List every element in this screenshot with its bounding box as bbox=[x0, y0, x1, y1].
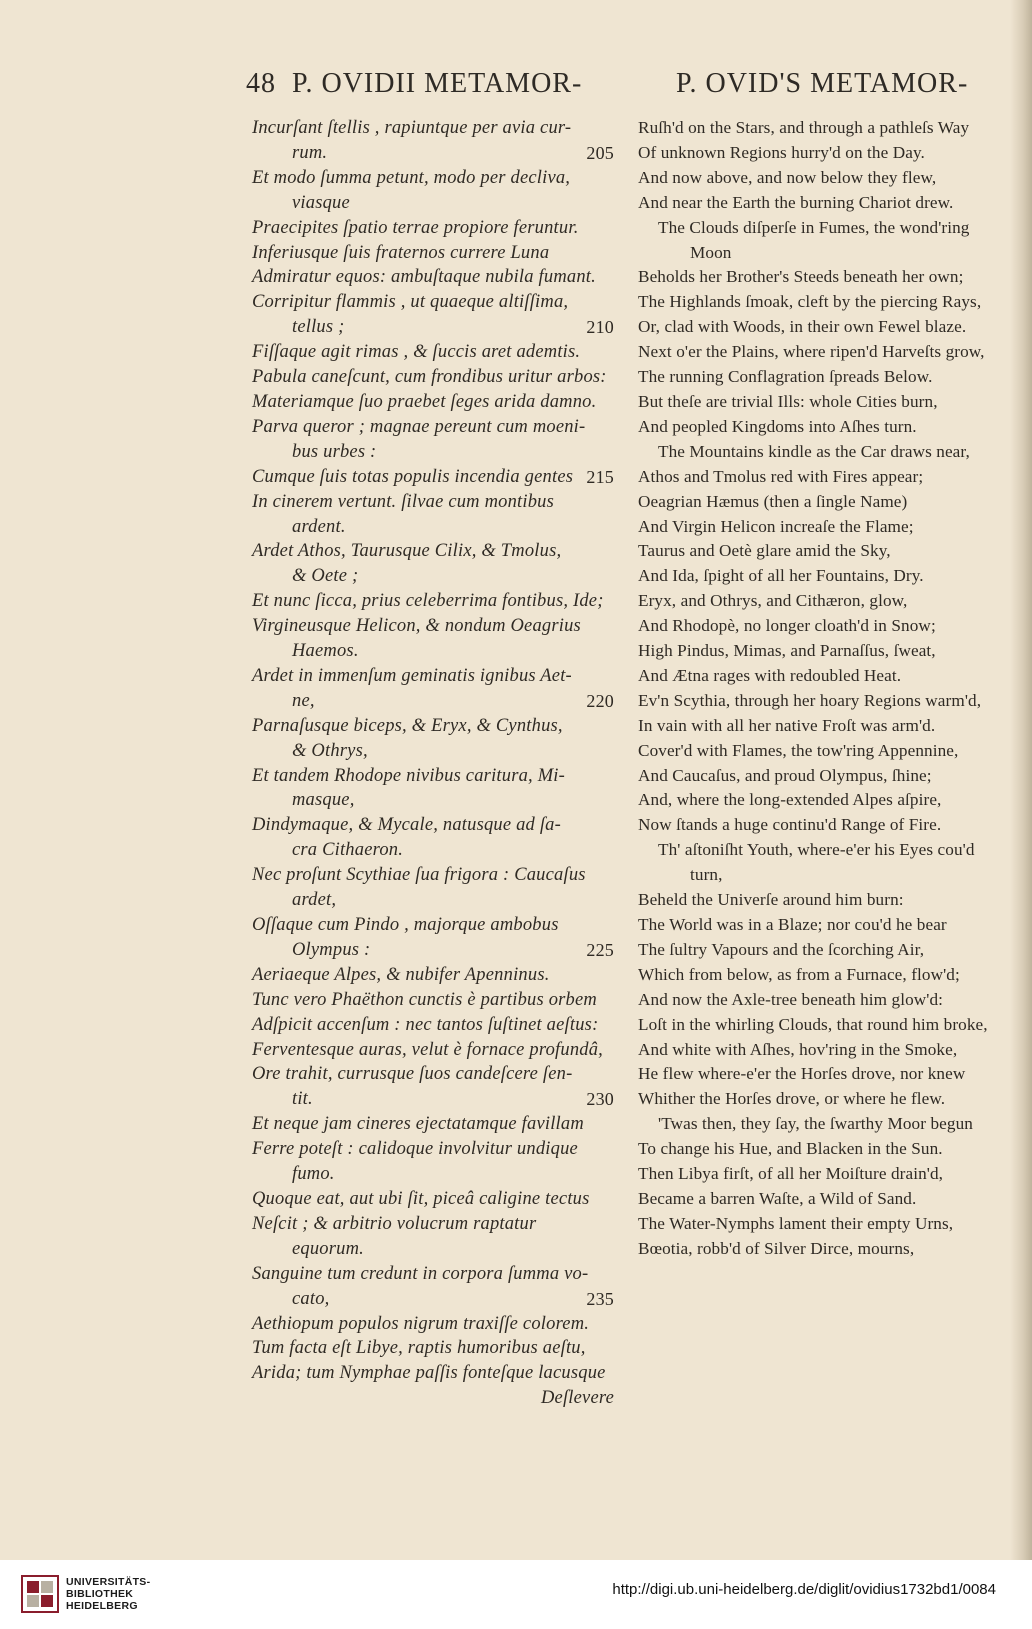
latin-line-text: Ferre poteſt : calidoque involvitur undique bbox=[252, 1139, 578, 1160]
verse-number: 225 bbox=[586, 939, 614, 960]
latin-line-text: Quoque eat, aut ubi ſit, piceâ caligine tectus bbox=[252, 1188, 590, 1209]
latin-line-text: Incurſant ſtellis , rapiuntque per avia cur- bbox=[252, 118, 572, 138]
latin-line bbox=[252, 365, 622, 390]
latin-line bbox=[252, 963, 622, 988]
latin-line-text: Corripitur flammis , ut quaeque altiſſima, bbox=[252, 292, 569, 313]
latin-line-text: viasque bbox=[292, 192, 350, 213]
latin-line-text: Deſlevere bbox=[540, 1388, 614, 1409]
english-line-text: And Ida, ſpight of all her Fountains, Dry. bbox=[638, 566, 924, 586]
latin-line bbox=[252, 415, 622, 440]
english-line bbox=[638, 340, 1013, 365]
latin-line-text: rum. bbox=[292, 142, 328, 163]
latin-line-text: Inferiusque ſuis fraternos currere Luna bbox=[252, 242, 550, 263]
latin-line-text: Parnaſusque biceps, & Eryx, & Cynthus, bbox=[252, 715, 563, 736]
english-line-text: And Ætna rages with redoubled Heat. bbox=[638, 665, 902, 685]
latin-line-text: Virgineusque Helicon, & nondum Oeagrius bbox=[252, 616, 581, 637]
library-name-line1: UNIVERSITÄTS- bbox=[66, 1576, 151, 1588]
latin-line bbox=[252, 166, 622, 191]
latin-line bbox=[252, 1361, 622, 1386]
latin-line bbox=[252, 1287, 622, 1312]
english-line-text: And Virgin Helicon increaſe the Flame; bbox=[638, 516, 914, 536]
english-line bbox=[638, 191, 1013, 216]
english-line bbox=[638, 888, 1013, 913]
latin-line bbox=[252, 1386, 622, 1411]
latin-line bbox=[252, 888, 622, 913]
english-line bbox=[638, 390, 1013, 415]
english-line-text: Taurus and Oetè glare amid the Sky, bbox=[638, 541, 891, 561]
english-line bbox=[638, 141, 1013, 166]
english-line-text: Which from below, as from a Furnace, flow'd; bbox=[638, 964, 960, 984]
latin-line bbox=[252, 589, 622, 614]
latin-line bbox=[252, 440, 622, 465]
latin-line-text: ne, bbox=[292, 690, 315, 711]
latin-line-text: bus urbes : bbox=[292, 441, 377, 462]
english-line-text: Whither the Horſes drove, or where he flew. bbox=[638, 1089, 946, 1109]
latin-line bbox=[252, 1312, 622, 1337]
latin-line bbox=[252, 764, 622, 789]
latin-line-text: Parva queror ; magnae pereunt cum moeni- bbox=[252, 416, 586, 437]
latin-line bbox=[252, 913, 622, 938]
latin-line-text: Admiratur equos: ambuſtaque nubila fumant. bbox=[252, 267, 596, 288]
verse-number: 215 bbox=[586, 466, 614, 487]
english-line bbox=[638, 863, 1013, 888]
latin-line bbox=[252, 938, 622, 963]
english-line bbox=[638, 415, 1013, 440]
library-name-line2: BIBLIOTHEK bbox=[66, 1588, 134, 1600]
latin-line-text: ardent. bbox=[292, 516, 346, 537]
latin-line-text: ardet, bbox=[292, 890, 337, 911]
english-line-text: Or, clad with Woods, in their own Fewel blaze. bbox=[638, 317, 967, 337]
english-line bbox=[638, 116, 1013, 141]
english-line-text: To change his Hue, and Blacken in the Sun. bbox=[638, 1139, 943, 1159]
source-url-link[interactable]: http://digi.ub.uni-heidelberg.de/diglit/ovidius1732bd1/0084 bbox=[612, 1581, 996, 1598]
english-line-text: He flew where-e'er the Horſes drove, nor knew bbox=[638, 1064, 966, 1084]
library-footer bbox=[0, 1560, 1032, 1629]
english-line-text: Loſt in the whirling Clouds, that round him broke, bbox=[638, 1014, 988, 1034]
english-line-text: Eryx, and Othrys, and Cithæron, glow, bbox=[638, 591, 908, 611]
latin-line bbox=[252, 141, 622, 166]
page-binding-shadow bbox=[1010, 0, 1032, 1560]
latin-line bbox=[252, 1087, 622, 1112]
latin-line-text: Oſſaque cum Pindo , majorque ambobus bbox=[252, 915, 559, 935]
latin-line-text: Arida; tum Nymphae paſſis fonteſque lacusque bbox=[252, 1363, 606, 1384]
latin-line bbox=[252, 265, 622, 290]
latin-line-text: cato, bbox=[292, 1288, 330, 1309]
latin-line bbox=[252, 714, 622, 739]
english-line bbox=[638, 265, 1013, 290]
english-line-text: And now above, and now below they flew, bbox=[638, 167, 937, 187]
latin-line bbox=[252, 241, 622, 266]
english-line bbox=[638, 1162, 1013, 1187]
latin-line bbox=[252, 539, 622, 564]
english-line-text: Oeagrian Hæmus (then a ſingle Name) bbox=[638, 491, 908, 511]
latin-line bbox=[252, 1137, 622, 1162]
latin-line bbox=[252, 614, 622, 639]
verse-number: 220 bbox=[586, 690, 614, 711]
latin-line bbox=[252, 1112, 622, 1137]
verse-number: 230 bbox=[586, 1089, 614, 1110]
latin-line-text: Et nunc ſicca, prius celeberrima fontibus, Ide; bbox=[252, 591, 604, 612]
latin-line bbox=[252, 739, 622, 764]
latin-line-text: Tum facta eſt Libye, raptis humoribus aeſtu, bbox=[252, 1338, 586, 1359]
english-line bbox=[638, 938, 1013, 963]
english-line-text: Next o'er the Plains, where ripen'd Harveſts grow, bbox=[638, 342, 985, 362]
english-line bbox=[638, 813, 1013, 838]
latin-line bbox=[252, 813, 622, 838]
running-head-latin: P. OVIDII METAMOR- bbox=[292, 68, 583, 99]
latin-line bbox=[252, 988, 622, 1013]
latin-line-text: Olympus : bbox=[292, 939, 371, 960]
latin-line bbox=[252, 1212, 622, 1237]
latin-line bbox=[252, 1062, 622, 1087]
latin-line-text: Adſpicit accenſum : nec tantos ſuſtinet aeſtus: bbox=[252, 1014, 599, 1035]
english-line bbox=[638, 315, 1013, 340]
english-line-text: High Pindus, Mimas, and Parnaſſus, ſweat, bbox=[638, 641, 936, 661]
latin-line-text: Fiſſaque agit rimas , & ſuccis aret ademtis. bbox=[252, 342, 581, 363]
library-name-line3: HEIDELBERG bbox=[66, 1600, 138, 1612]
english-line bbox=[638, 614, 1013, 639]
english-line-text: Moon bbox=[690, 242, 732, 262]
latin-line bbox=[252, 465, 622, 490]
english-line-text: And peopled Kingdoms into Aſhes turn. bbox=[638, 416, 917, 436]
english-line bbox=[638, 714, 1013, 739]
latin-line-text: tit. bbox=[292, 1089, 313, 1110]
english-line bbox=[638, 1112, 1013, 1137]
english-line bbox=[638, 1237, 1013, 1262]
english-line-text: The Mountains kindle as the Car draws near, bbox=[658, 441, 970, 461]
latin-line-text: Sanguine tum credunt in corpora ſumma vo- bbox=[252, 1263, 589, 1284]
english-line bbox=[638, 1062, 1013, 1087]
latin-line bbox=[252, 390, 622, 415]
verse-number: 210 bbox=[586, 317, 614, 338]
latin-line bbox=[252, 664, 622, 689]
latin-line-text: Ardet in immenſum geminatis ignibus Aet- bbox=[252, 665, 572, 686]
english-line bbox=[638, 1038, 1013, 1063]
english-line-text: The World was in a Blaze; nor cou'd he bear bbox=[638, 915, 947, 934]
english-line bbox=[638, 365, 1013, 390]
latin-line-text: Cumque ſuis totas populis incendia gentes bbox=[252, 466, 574, 487]
latin-line-text: Nec proſunt Scythiae ſua frigora : Caucaſus bbox=[252, 865, 586, 886]
latin-line bbox=[252, 838, 622, 863]
latin-line bbox=[252, 1187, 622, 1212]
english-line bbox=[638, 739, 1013, 764]
english-line bbox=[638, 166, 1013, 191]
latin-line-text: Tunc vero Phaëthon cunctis è partibus orbem bbox=[252, 989, 597, 1010]
latin-line-text: masque, bbox=[292, 790, 355, 811]
latin-line-text: Praecipites ſpatio terrae propiore feruntur. bbox=[252, 217, 579, 238]
english-line bbox=[638, 988, 1013, 1013]
english-line bbox=[638, 788, 1013, 813]
english-line-text: Ruſh'd on the Stars, and through a pathleſs Way bbox=[638, 118, 970, 137]
latin-line bbox=[252, 340, 622, 365]
latin-line bbox=[252, 191, 622, 216]
latin-line bbox=[252, 863, 622, 888]
english-text-column bbox=[638, 116, 1013, 1262]
english-line bbox=[638, 1187, 1013, 1212]
english-line-text: And, where the long-extended Alpes aſpire, bbox=[638, 790, 942, 810]
english-line bbox=[638, 664, 1013, 689]
english-line bbox=[638, 913, 1013, 938]
verse-number: 235 bbox=[586, 1288, 614, 1309]
latin-line-text: equorum. bbox=[292, 1238, 364, 1259]
english-line bbox=[638, 539, 1013, 564]
english-line bbox=[638, 689, 1013, 714]
latin-line bbox=[252, 1162, 622, 1187]
latin-line-text: In cinerem vertunt. ſilvae cum montibus bbox=[252, 491, 555, 512]
english-line-text: Ev'n Scythia, through her hoary Regions warm'd, bbox=[638, 690, 982, 710]
latin-line bbox=[252, 1336, 622, 1361]
latin-line-text: Ferventesque auras, velut è fornace profundâ, bbox=[252, 1039, 603, 1060]
latin-line-text: Ore trahit, currusque ſuos candeſcere ſen- bbox=[252, 1064, 573, 1085]
latin-line-text: Materiamque ſuo praebet ſeges arida damno. bbox=[252, 391, 597, 412]
english-line-text: 'Twas then, they ſay, the ſwarthy Moor begun bbox=[658, 1114, 973, 1134]
english-line bbox=[638, 490, 1013, 515]
latin-line bbox=[252, 1262, 622, 1287]
english-line bbox=[638, 564, 1013, 589]
latin-text-column bbox=[252, 116, 622, 1411]
latin-line bbox=[252, 116, 622, 141]
latin-line-text: & Othrys, bbox=[292, 740, 368, 761]
english-line bbox=[638, 216, 1013, 241]
english-line-text: turn, bbox=[690, 865, 723, 885]
latin-line-text: tellus ; bbox=[292, 317, 345, 338]
latin-line bbox=[252, 788, 622, 813]
verse-number: 205 bbox=[586, 142, 614, 163]
english-line-text: And Rhodopè, no longer cloath'd in Snow; bbox=[638, 616, 936, 636]
latin-line bbox=[252, 290, 622, 315]
university-library-logo-icon bbox=[20, 1574, 60, 1614]
english-line-text: The running Conflagration ſpreads Below. bbox=[638, 367, 933, 387]
english-line-text: Beholds her Brother's Steeds beneath her own; bbox=[638, 267, 964, 287]
latin-line bbox=[252, 689, 622, 714]
english-line bbox=[638, 1087, 1013, 1112]
latin-line bbox=[252, 490, 622, 515]
latin-line bbox=[252, 1237, 622, 1262]
latin-line-text: Et tandem Rhodope nivibus caritura, Mi- bbox=[252, 765, 566, 786]
latin-line-text: Aeriaeque Alpes, & nubifer Apenninus. bbox=[252, 964, 550, 985]
english-line-text: Now ſtands a huge continu'd Range of Fire. bbox=[638, 815, 942, 835]
latin-line bbox=[252, 515, 622, 540]
latin-line bbox=[252, 1013, 622, 1038]
english-line-text: The Highlands ſmoak, cleft by the piercing Rays, bbox=[638, 292, 982, 312]
english-line-text: And Caucaſus, and proud Olympus, ſhine; bbox=[638, 765, 932, 785]
page-number: 48 bbox=[246, 68, 276, 99]
latin-line-text: cra Cithaeron. bbox=[292, 840, 404, 861]
english-line bbox=[638, 241, 1013, 266]
english-line bbox=[638, 1212, 1013, 1237]
english-line-text: Cover'd with Flames, the tow'ring Appennine, bbox=[638, 740, 959, 760]
english-line-text: And now the Axle-tree beneath him glow'd: bbox=[638, 989, 944, 1009]
english-line bbox=[638, 838, 1013, 863]
english-line-text: Th' aſtoniſht Youth, where-e'er his Eyes cou'd bbox=[658, 840, 975, 860]
latin-line-text: Pabula caneſcunt, cum frondibus uritur arbos: bbox=[252, 367, 607, 388]
english-line-text: The Clouds diſperſe in Fumes, the wond'ring bbox=[658, 217, 970, 237]
english-line-text: The Water-Nymphs lament their empty Urns, bbox=[638, 1213, 954, 1233]
latin-line bbox=[252, 1038, 622, 1063]
english-line bbox=[638, 515, 1013, 540]
latin-line-text: Haemos. bbox=[292, 641, 359, 662]
latin-line bbox=[252, 216, 622, 241]
english-line-text: Then Libya firſt, of all her Moiſture drain'd, bbox=[638, 1164, 944, 1184]
latin-line bbox=[252, 564, 622, 589]
english-line-text: And white with Aſhes, hov'ring in the Smoke, bbox=[638, 1039, 958, 1059]
english-line-text: Bœotia, robb'd of Silver Dirce, mourns, bbox=[638, 1238, 915, 1258]
latin-line-text: Ardet Athos, Taurusque Cilix, & Tmolus, bbox=[252, 541, 562, 562]
latin-line-text: & Oete ; bbox=[292, 566, 359, 587]
latin-line-text: Et modo ſumma petunt, modo per decliva, bbox=[252, 167, 571, 188]
english-line bbox=[638, 764, 1013, 789]
latin-line-text: fumo. bbox=[292, 1164, 335, 1185]
english-line bbox=[638, 465, 1013, 490]
latin-line bbox=[252, 639, 622, 664]
english-line-text: Of unknown Regions hurry'd on the Day. bbox=[638, 142, 925, 162]
english-line bbox=[638, 290, 1013, 315]
english-line-text: But theſe are trivial Ills: whole Cities burn, bbox=[638, 391, 938, 411]
library-name bbox=[66, 1576, 150, 1612]
running-head-english: P. OVID'S METAMOR- bbox=[676, 68, 969, 99]
english-line-text: And near the Earth the burning Chariot drew. bbox=[638, 192, 954, 212]
english-line bbox=[638, 1013, 1013, 1038]
latin-line-text: Neſcit ; & arbitrio volucrum raptatur bbox=[252, 1213, 537, 1234]
english-line-text: Became a barren Waſte, a Wild of Sand. bbox=[638, 1188, 917, 1208]
latin-line-text: Dindymaque, & Mycale, natusque ad ſa- bbox=[252, 815, 561, 836]
latin-line-text: Et neque jam cineres ejectatamque favillam bbox=[252, 1114, 584, 1135]
english-line-text: Athos and Tmolus red with Fires appear; bbox=[638, 466, 924, 486]
english-line bbox=[638, 963, 1013, 988]
latin-line bbox=[252, 315, 622, 340]
english-line-text: Beheld the Univerſe around him burn: bbox=[638, 890, 904, 910]
english-line bbox=[638, 639, 1013, 664]
english-line-text: In vain with all her native Froſt was arm'd. bbox=[638, 715, 936, 735]
english-line-text: The ſultry Vapours and the ſcorching Air, bbox=[638, 939, 925, 959]
english-line bbox=[638, 1137, 1013, 1162]
english-line bbox=[638, 440, 1013, 465]
latin-line-text: Aethiopum populos nigrum traxiſſe colorem. bbox=[252, 1313, 590, 1334]
english-line bbox=[638, 589, 1013, 614]
